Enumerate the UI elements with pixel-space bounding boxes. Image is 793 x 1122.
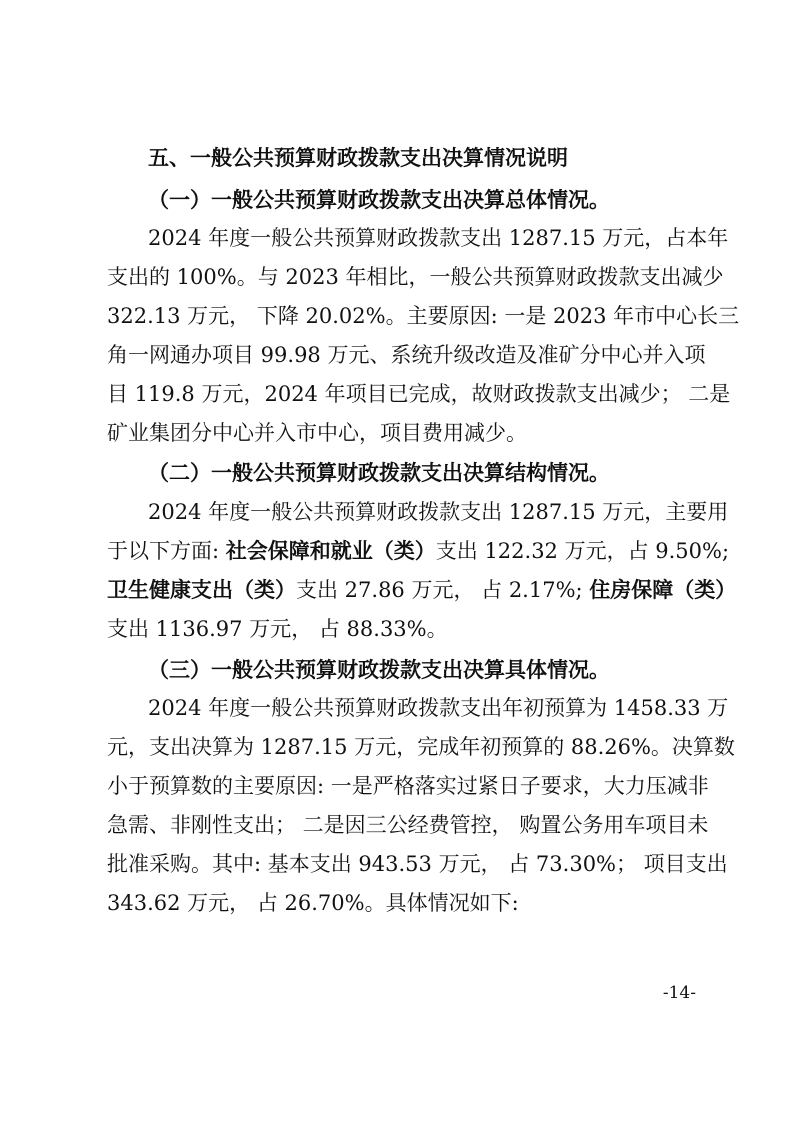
paragraph-3-line: 元，支出决算为 1287.15 万元，完成年初预算的 88.26%。决算数 [107, 735, 735, 759]
category-housing: 住房保障（类） [589, 577, 737, 602]
paragraph-1-line: 矿业集团分中心并入市中心，项目费用减少。 [107, 421, 527, 445]
paragraph-1-line: 2024 年度一般公共预算财政拨款支出 1287.15 万元，占本年 [148, 226, 729, 250]
paragraph-2-line [107, 537, 730, 565]
subsection-title-3: （三）一般公共预算财政拨款支出决算具体情况。 [148, 657, 610, 682]
category-social-security: 社会保障和就业（类） [225, 538, 436, 563]
text-run: 支出 122.32 万元，占 9.50%; [435, 539, 730, 563]
category-health: 卫生健康支出（类） [107, 577, 296, 602]
paragraph-2-line [107, 576, 737, 604]
paragraph-3-line: 急需、非刚性支出； 二是因三公经费管控， 购置公务用车项目未 [107, 813, 709, 837]
paragraph-1-line: 角一网通办项目 99.98 万元、系统升级改造及准矿分中心并入项 [107, 343, 706, 367]
paragraph-2-line: 2024 年度一般公共预算财政拨款支出 1287.15 万元，主要用 [148, 500, 729, 524]
text-run: 支出 27.86 万元， 占 2.17%; [296, 578, 590, 602]
paragraph-1-line: 目 119.8 万元，2024 年项目已完成，故财政拨款支出减少； 二是 [107, 382, 731, 406]
paragraph-1-line: 322.13 万元， 下降 20.02%。主要原因: 一是 2023 年市中心长三 [107, 304, 740, 328]
subsection-title-1: （一）一般公共预算财政拨款支出决算总体情况。 [148, 187, 610, 212]
subsection-title-2: （二）一般公共预算财政拨款支出决算结构情况。 [148, 460, 610, 485]
text-run: 于以下方面: [107, 539, 226, 563]
page-number: -14- [662, 983, 696, 1003]
paragraph-3-line: 2024 年度一般公共预算财政拨款支出年初预算为 1458.33 万 [148, 696, 729, 720]
paragraph-2-line: 支出 1136.97 万元， 占 88.33%。 [107, 617, 448, 641]
section-title: 五、一般公共预算财政拨款支出决算情况说明 [148, 145, 568, 170]
paragraph-1-line: 支出的 100%。与 2023 年相比，一般公共预算财政拨款支出减少 [107, 265, 724, 289]
paragraph-3-line: 批准采购。其中: 基本支出 943.53 万元， 占 73.30%； 项目支出 [107, 852, 728, 876]
paragraph-3-line: 343.62 万元， 占 26.70%。具体情况如下: [107, 891, 519, 915]
paragraph-3-line: 小于预算数的主要原因: 一是严格落实过紧日子要求，大力压减非 [107, 774, 709, 798]
